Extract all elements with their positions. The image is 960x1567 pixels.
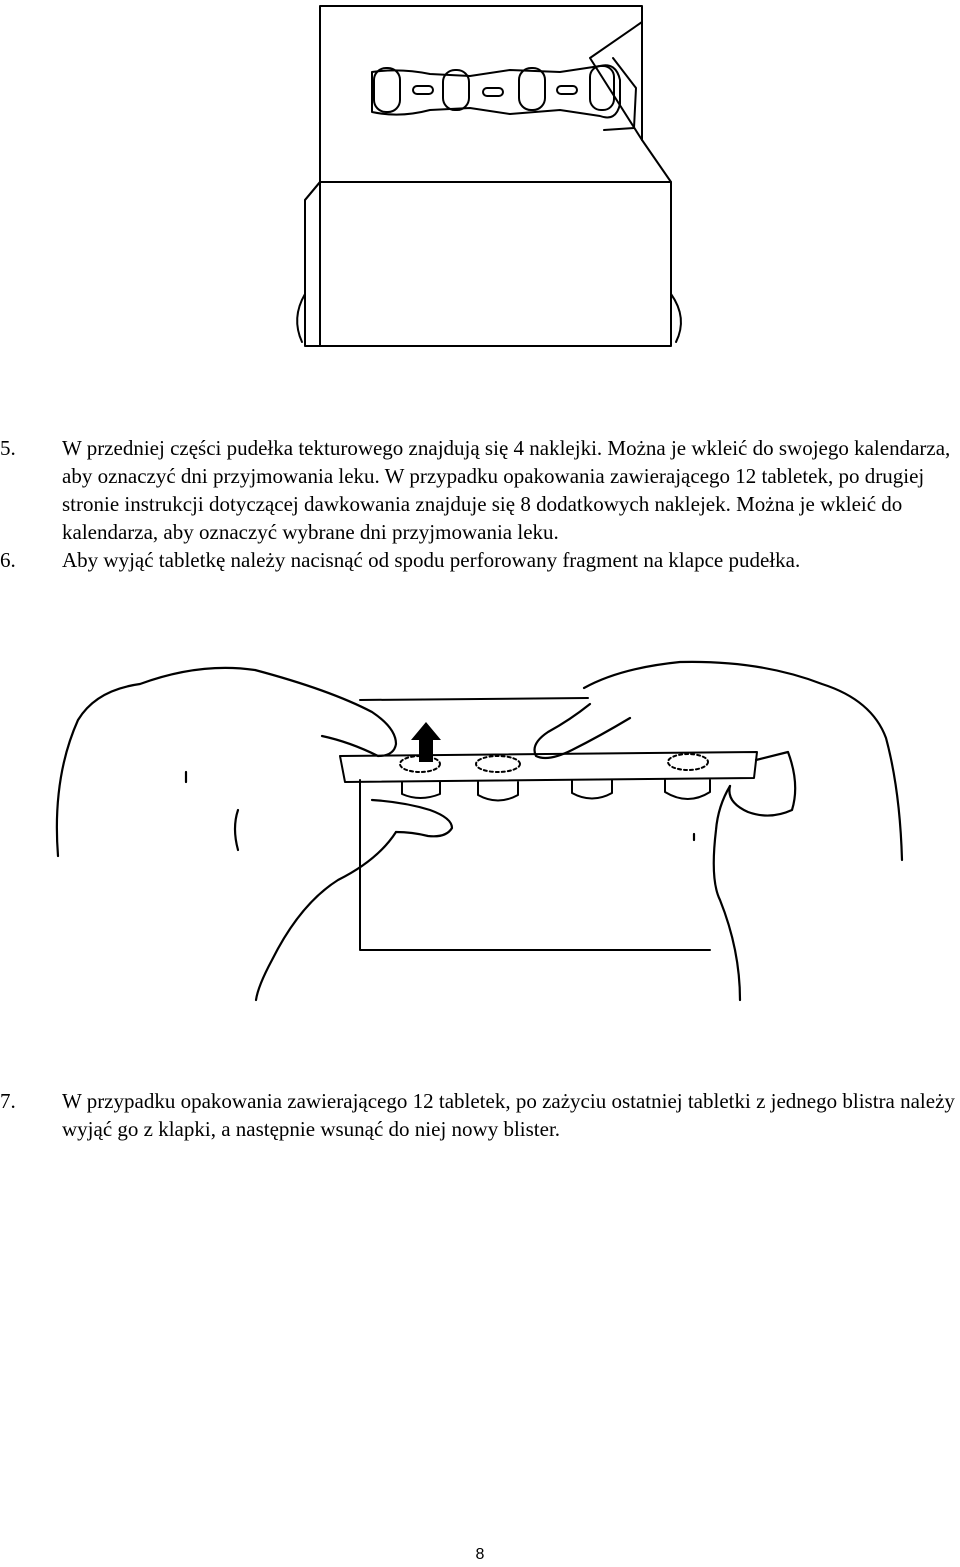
instruction-item <box>0 434 960 546</box>
perforation-circle <box>668 754 708 770</box>
right-wrist <box>714 786 740 1000</box>
box-left-tab <box>297 294 305 342</box>
item-text: W przypadku opakowania zawierającego 12 tabletek, po zażyciu ostatniej tabletki z jednego blistra należy wyjąć go z klapki, a następnie wsunąć do niej nowy blister. <box>62 1089 955 1141</box>
hands-drawing <box>0 655 960 1010</box>
blister-strip-outline <box>372 65 620 117</box>
box-illustration <box>0 0 960 360</box>
item-text: Aby wyjąć tabletkę należy nacisnąć od spodu perforowany fragment na klapce pudełka. <box>62 548 801 572</box>
left-wrist <box>256 832 396 1000</box>
item-number: 7. <box>0 1089 16 1113</box>
box-right-tab <box>671 294 681 342</box>
lid-fold-line <box>642 140 671 182</box>
blister-cup <box>402 782 440 798</box>
box-top-edge <box>360 698 588 700</box>
lid-outline <box>320 6 642 182</box>
right-index-finger <box>535 704 631 758</box>
right-fingertips <box>729 752 795 816</box>
pill-bubble <box>519 68 545 110</box>
instruction-item <box>0 546 960 574</box>
hands-illustration <box>0 655 960 1010</box>
blister-cup <box>478 782 518 801</box>
box-left-edge <box>305 182 320 346</box>
blister-cup <box>572 780 612 799</box>
left-thumb <box>372 800 452 836</box>
perforation-circle <box>476 756 520 772</box>
pill-bubble <box>374 68 400 112</box>
box-body <box>305 182 671 346</box>
strip-slot <box>557 86 577 94</box>
pill-bubble <box>590 66 614 110</box>
left-hand-upper <box>57 668 396 856</box>
strip-slot <box>483 88 503 96</box>
strip-slot <box>413 86 433 94</box>
item-text: W przedniej części pudełka tekturowego znajdują się 4 naklejki. Można je wkleić do swojego kalendarza, aby oznaczyć dni przyjmowania leku. W przypadku opakowania zawierającego 12 tabletek, po drugiej stronie instrukcji dotyczącej dawkowania znajduje się 8 dodatkowych naklejek. Można je wkleić do kalendarza, aby oznaczyć wybrane dni przyjmowania leku. <box>62 436 951 544</box>
instructions-block <box>0 1087 960 1143</box>
box-drawing <box>0 0 960 360</box>
left-hand-crease <box>235 810 238 850</box>
blister-cup <box>665 780 710 799</box>
item-number: 6. <box>0 548 16 572</box>
item-number: 5. <box>0 436 16 460</box>
page-number: 8 <box>475 1546 485 1563</box>
instructions-block <box>0 434 960 574</box>
instruction-item <box>0 1087 960 1143</box>
right-hand-upper <box>584 662 902 860</box>
